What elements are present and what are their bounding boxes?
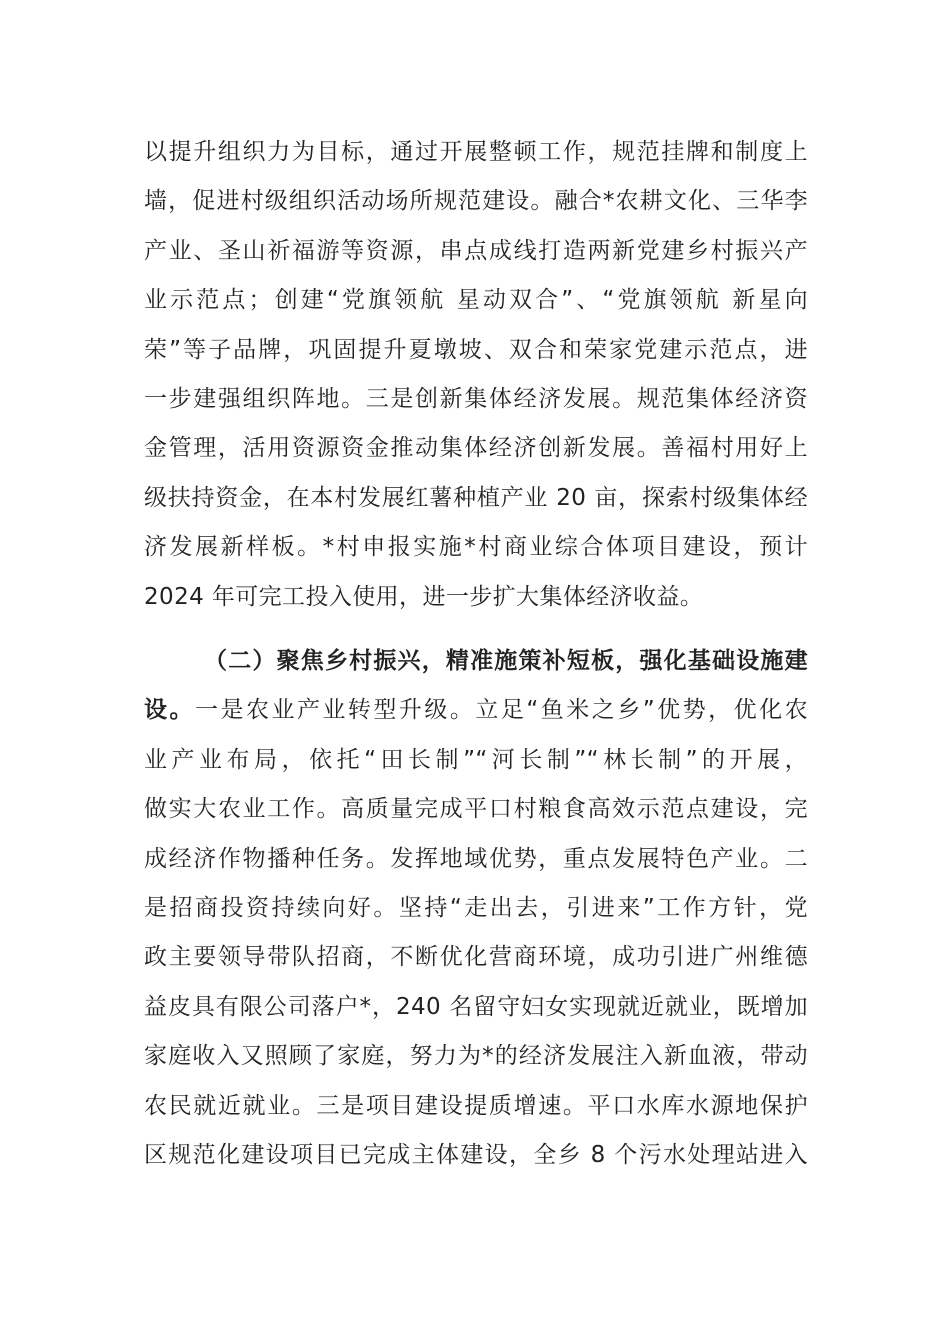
paragraph-line: 农民就近就业。三是项目建设提质增速。平口水库水源地保护 [144,1092,808,1119]
paragraph-line: 级扶持资金，在本村发展红薯种植产业 20 亩，探索村级集体经 [144,484,808,511]
paragraph-line: 政主要领导带队招商，不断优化营商环境，成功引进广州维德 [144,944,808,971]
paragraph-text: 一是农业产业转型升级。立足“鱼米之乡”优势，优化农 [194,697,808,724]
paragraph-line: 2024 年可完工投入使用，进一步扩大集体经济收益。 [144,583,704,610]
paragraph-1 [144,128,808,622]
paragraph-line: 一步建强组织阵地。三是创新集体经济发展。规范集体经济资 [144,385,808,412]
paragraph-2 [144,637,808,1180]
paragraph-line: 益皮具有限公司落户*，240 名留守妇女实现就近就业，既增加 [144,993,808,1020]
paragraph-line: 济发展新样板。*村申报实施*村商业综合体项目建设，预计 [144,534,808,561]
paragraph-line: 是招商投资持续向好。坚持“走出去，引进来”工作方针，党 [144,894,808,921]
paragraph-line: 家庭收入又照顾了家庭，努力为*的经济发展注入新血液，带动 [144,1043,808,1070]
paragraph-line: 金管理，活用资源资金推动集体经济创新发展。善福村用好上 [144,435,808,462]
paragraph-line: 产业、圣山祈福游等资源，串点成线打造两新党建乡村振兴产 [144,237,808,264]
section-heading-end: 设。 [144,697,195,724]
paragraph-line: 成经济作物播种任务。发挥地域优势，重点发展特色产业。二 [144,845,808,872]
paragraph-line: 荣”等子品牌，巩固提升夏墩坡、双合和荣家党建示范点，进 [144,336,808,363]
paragraph-line: 业示范点；创建“党旗领航 星动双合”、“党旗领航 新星向 [144,287,808,314]
paragraph-line: 做实大农业工作。高质量完成平口村粮食高效示范点建设，完 [144,796,808,823]
section-heading: （二）聚焦乡村振兴，精准施策补短板，强化基础设施建 [204,648,808,674]
paragraph-line: 以提升组织力为目标，通过开展整顿工作，规范挂牌和制度上 [144,139,808,165]
paragraph-line: 墙，促进村级组织活动场所规范建设。融合*农耕文化、三华李 [144,188,808,215]
paragraph-line [144,686,808,735]
paragraph-line: 区规范化建设项目已完成主体建设，全乡 8 个污水处理站进入 [144,1141,808,1168]
paragraph-line: 业产业布局，依托“田长制”“河长制”“林长制”的开展， [144,746,808,773]
